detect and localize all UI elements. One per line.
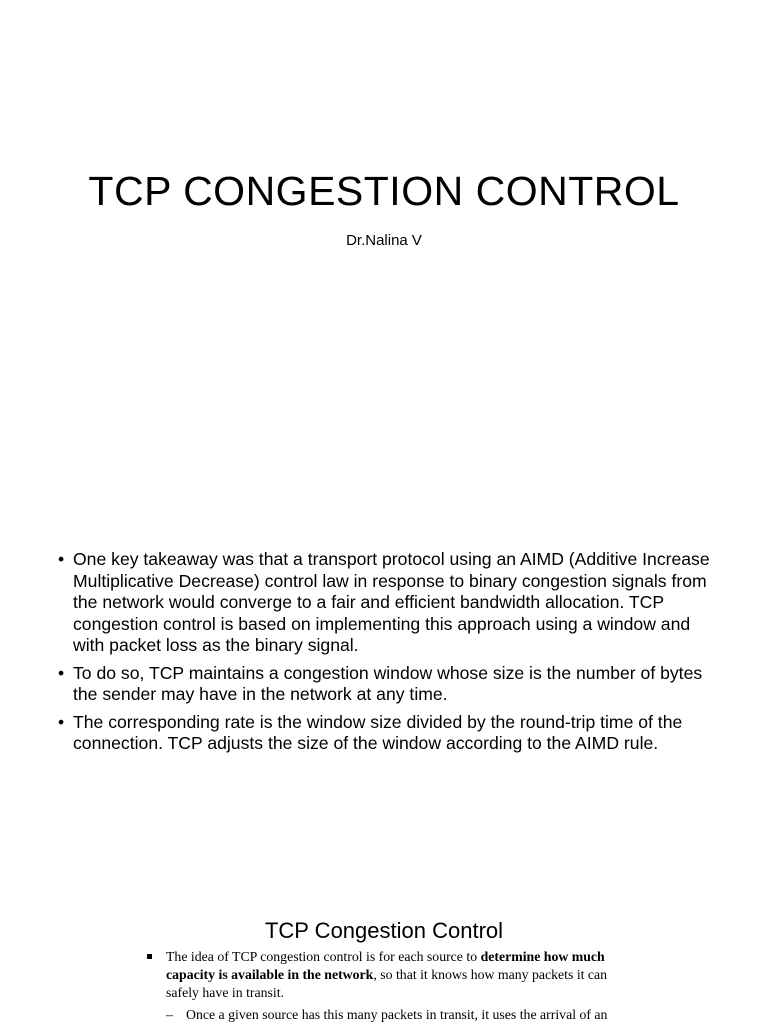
bullet-dot: • <box>58 662 65 683</box>
bullet-item <box>58 663 718 706</box>
slide-title: TCP CONGESTION CONTROL <box>88 168 680 214</box>
bullet-dot: • <box>58 711 65 732</box>
bullet-text: The corresponding rate is the window size divided by the round-trip time of the connection. TCP adjusts the size of the window according to the AIMD rule. <box>73 711 683 753</box>
dash-sub-item <box>146 1006 616 1024</box>
slide-author: Dr.Nalina V <box>346 232 422 249</box>
sub-item-text: Once a given source has this many packets in transit, it uses the arrival of an <box>186 1007 608 1022</box>
item-text-pre: The idea of TCP congestion control is for each source to <box>166 949 481 964</box>
bullet-list <box>58 549 718 761</box>
bullet-text: One key takeaway was that a transport protocol using an AIMD (Additive Increase Multiplicative Decrease) control law in response to binary congestion signals from the network would converge to a fair and efficient bandwidth allocation. TCP congestion control is based on implementing this approach using a window and with packet loss as the binary signal. <box>73 549 710 655</box>
item-text-post: , so that it knows how many packets it can safely have in transit. <box>166 967 608 1000</box>
bullet-text: To do so, TCP maintains a congestion window whose size is the number of bytes the sender may have in the network at any time. <box>73 662 703 704</box>
bullet-slide <box>0 505 768 880</box>
embedded-slide <box>0 880 768 1024</box>
square-bullet-icon <box>147 954 152 959</box>
dash-icon: – <box>166 1007 173 1022</box>
bullet-item <box>58 549 718 657</box>
bullet-dot: • <box>58 549 65 569</box>
bullet-item <box>58 712 718 755</box>
square-bullet-item <box>146 948 616 1002</box>
embedded-slide-title: TCP Congestion Control <box>264 918 504 943</box>
title-slide <box>0 0 768 505</box>
embedded-slide-body <box>146 948 616 1024</box>
item-text-bold: determine how much capacity is available in the network <box>166 949 605 982</box>
